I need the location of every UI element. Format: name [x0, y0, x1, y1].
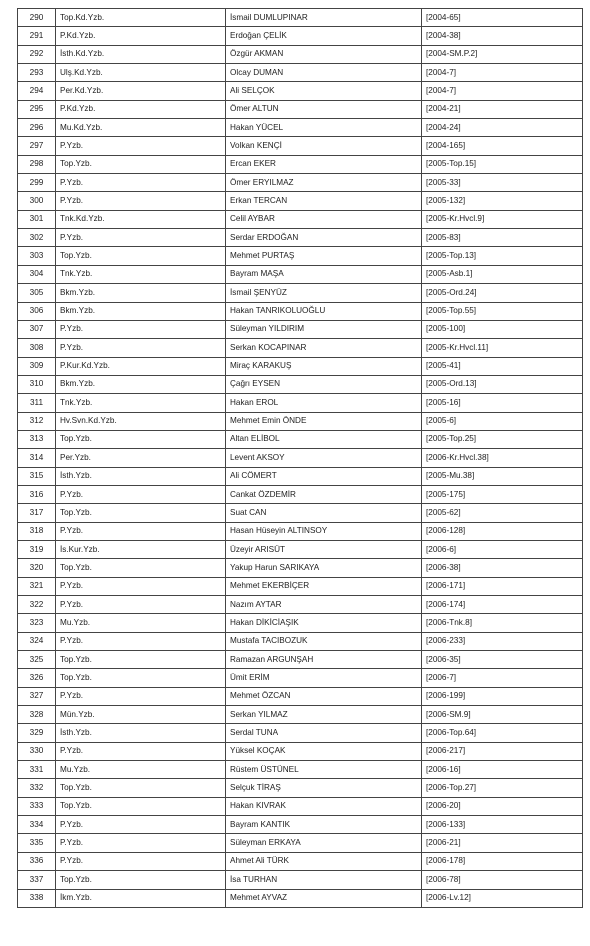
rank-cell: P.Yzb. — [56, 522, 226, 540]
name-cell: Ömer ERYILMAZ — [226, 174, 422, 192]
rank-cell: Top.Yzb. — [56, 155, 226, 173]
table-body — [18, 9, 583, 908]
name-cell: Mehmet PURTAŞ — [226, 247, 422, 265]
table-row — [18, 284, 583, 302]
name-cell: Olcay DUMAN — [226, 64, 422, 82]
rank-cell: Bkm.Yzb. — [56, 375, 226, 393]
table-row — [18, 871, 583, 889]
rank-cell: Top.Yzb. — [56, 669, 226, 687]
row-number: 322 — [18, 596, 56, 614]
name-cell: Mustafa TACIBOZUK — [226, 632, 422, 650]
row-number: 301 — [18, 210, 56, 228]
table-row — [18, 394, 583, 412]
table-row — [18, 155, 583, 173]
code-cell: [2005-33] — [422, 174, 583, 192]
row-number: 338 — [18, 889, 56, 907]
code-cell: [2004-38] — [422, 27, 583, 45]
rank-cell: Hv.Svn.Kd.Yzb. — [56, 412, 226, 430]
code-cell: [2004-SM.P.2] — [422, 45, 583, 63]
code-cell: [2004-7] — [422, 64, 583, 82]
code-cell: [2006-Tnk.8] — [422, 614, 583, 632]
rank-cell: Bkm.Yzb. — [56, 302, 226, 320]
rank-cell: İsth.Kd.Yzb. — [56, 45, 226, 63]
row-number: 309 — [18, 357, 56, 375]
rank-cell: Mu.Yzb. — [56, 761, 226, 779]
rank-cell: Top.Yzb. — [56, 779, 226, 797]
row-number: 334 — [18, 816, 56, 834]
code-cell: [2006-SM.9] — [422, 706, 583, 724]
rank-cell: Mu.Kd.Yzb. — [56, 119, 226, 137]
table-row — [18, 430, 583, 448]
row-number: 328 — [18, 706, 56, 724]
rank-cell: Ulş.Kd.Yzb. — [56, 64, 226, 82]
rank-cell: P.Yzb. — [56, 816, 226, 834]
code-cell: [2005-175] — [422, 485, 583, 503]
code-cell: [2006-178] — [422, 852, 583, 870]
row-number: 302 — [18, 229, 56, 247]
row-number: 296 — [18, 119, 56, 137]
row-number: 310 — [18, 375, 56, 393]
name-cell: Hasan Hüseyin ALTINSOY — [226, 522, 422, 540]
row-number: 333 — [18, 797, 56, 815]
table-row — [18, 27, 583, 45]
rank-cell: P.Yzb. — [56, 174, 226, 192]
row-number: 329 — [18, 724, 56, 742]
name-cell: Suat CAN — [226, 504, 422, 522]
row-number: 331 — [18, 761, 56, 779]
name-cell: Mehmet Emin ÖNDE — [226, 412, 422, 430]
code-cell: [2005-Top.25] — [422, 430, 583, 448]
rank-cell: Top.Kd.Yzb. — [56, 9, 226, 27]
table-row — [18, 320, 583, 338]
rank-cell: P.Yzb. — [56, 742, 226, 760]
row-number: 316 — [18, 485, 56, 503]
row-number: 326 — [18, 669, 56, 687]
row-number: 311 — [18, 394, 56, 412]
row-number: 324 — [18, 632, 56, 650]
name-cell: Erdoğan ÇELİK — [226, 27, 422, 45]
code-cell: [2006-233] — [422, 632, 583, 650]
table-row — [18, 540, 583, 558]
code-cell: [2005-Top.55] — [422, 302, 583, 320]
row-number: 319 — [18, 540, 56, 558]
table-row — [18, 577, 583, 595]
name-cell: Yüksel KOÇAK — [226, 742, 422, 760]
row-number: 314 — [18, 449, 56, 467]
code-cell: [2005-132] — [422, 192, 583, 210]
code-cell: [2005-Kr.Hvcl.9] — [422, 210, 583, 228]
row-number: 313 — [18, 430, 56, 448]
code-cell: [2005-Ord.24] — [422, 284, 583, 302]
table-row — [18, 247, 583, 265]
row-number: 306 — [18, 302, 56, 320]
row-number: 295 — [18, 100, 56, 118]
rank-cell: P.Yzb. — [56, 852, 226, 870]
code-cell: [2004-21] — [422, 100, 583, 118]
rank-cell: Top.Yzb. — [56, 559, 226, 577]
name-cell: Ali CÖMERT — [226, 467, 422, 485]
code-cell: [2005-16] — [422, 394, 583, 412]
rank-cell: P.Yzb. — [56, 192, 226, 210]
name-cell: Mehmet EKERBİÇER — [226, 577, 422, 595]
name-cell: Ali SELÇOK — [226, 82, 422, 100]
row-number: 299 — [18, 174, 56, 192]
name-cell: Selçuk TİRAŞ — [226, 779, 422, 797]
row-number: 317 — [18, 504, 56, 522]
name-cell: İsmail DUMLUPINAR — [226, 9, 422, 27]
table-row — [18, 339, 583, 357]
row-number: 308 — [18, 339, 56, 357]
code-cell: [2006-21] — [422, 834, 583, 852]
table-row — [18, 706, 583, 724]
row-number: 315 — [18, 467, 56, 485]
name-cell: Serdar ERDOĞAN — [226, 229, 422, 247]
table-row — [18, 9, 583, 27]
name-cell: Nazım AYTAR — [226, 596, 422, 614]
table-row — [18, 779, 583, 797]
name-cell: Serkan YILMAZ — [226, 706, 422, 724]
name-cell: Bayram MAŞA — [226, 265, 422, 283]
rank-cell: Bkm.Yzb. — [56, 284, 226, 302]
code-cell: [2006-35] — [422, 651, 583, 669]
code-cell: [2004-65] — [422, 9, 583, 27]
code-cell: [2006-133] — [422, 816, 583, 834]
name-cell: Cankat ÖZDEMİR — [226, 485, 422, 503]
name-cell: Levent AKSOY — [226, 449, 422, 467]
table-row — [18, 651, 583, 669]
rank-cell: P.Yzb. — [56, 577, 226, 595]
table-row — [18, 357, 583, 375]
row-number: 335 — [18, 834, 56, 852]
row-number: 291 — [18, 27, 56, 45]
code-cell: [2004-7] — [422, 82, 583, 100]
row-number: 300 — [18, 192, 56, 210]
rank-cell: P.Yzb. — [56, 687, 226, 705]
name-cell: Ümit ERİM — [226, 669, 422, 687]
name-cell: Özgür AKMAN — [226, 45, 422, 63]
rank-cell: Tnk.Yzb. — [56, 394, 226, 412]
name-cell: Altan ELİBOL — [226, 430, 422, 448]
code-cell: [2006-Lv.12] — [422, 889, 583, 907]
rank-cell: P.Yzb. — [56, 137, 226, 155]
row-number: 297 — [18, 137, 56, 155]
row-number: 318 — [18, 522, 56, 540]
row-number: 312 — [18, 412, 56, 430]
code-cell: [2006-Top.64] — [422, 724, 583, 742]
name-cell: Miraç KARAKUŞ — [226, 357, 422, 375]
rank-cell: Top.Yzb. — [56, 797, 226, 815]
name-cell: Mehmet AYVAZ — [226, 889, 422, 907]
table-row — [18, 82, 583, 100]
code-cell: [2005-Asb.1] — [422, 265, 583, 283]
code-cell: [2006-217] — [422, 742, 583, 760]
code-cell: [2006-7] — [422, 669, 583, 687]
name-cell: Mehmet ÖZCAN — [226, 687, 422, 705]
row-number: 325 — [18, 651, 56, 669]
name-cell: Erkan TERCAN — [226, 192, 422, 210]
rank-cell: İsth.Yzb. — [56, 724, 226, 742]
table-row — [18, 137, 583, 155]
rank-cell: P.Kd.Yzb. — [56, 27, 226, 45]
code-cell: [2005-6] — [422, 412, 583, 430]
code-cell: [2005-Mu.38] — [422, 467, 583, 485]
table-row — [18, 724, 583, 742]
name-cell: Ercan EKER — [226, 155, 422, 173]
name-cell: Ömer ALTUN — [226, 100, 422, 118]
row-number: 321 — [18, 577, 56, 595]
rank-cell: İsth.Yzb. — [56, 467, 226, 485]
table-row — [18, 412, 583, 430]
table-row — [18, 45, 583, 63]
code-cell: [2004-165] — [422, 137, 583, 155]
name-cell: Ramazan ARGUNŞAH — [226, 651, 422, 669]
rank-cell: Top.Yzb. — [56, 504, 226, 522]
row-number: 307 — [18, 320, 56, 338]
table-row — [18, 761, 583, 779]
table-row — [18, 210, 583, 228]
code-cell: [2006-Kr.Hvcl.38] — [422, 449, 583, 467]
table-row — [18, 504, 583, 522]
code-cell: [2005-Top.15] — [422, 155, 583, 173]
table-row — [18, 485, 583, 503]
table-row — [18, 449, 583, 467]
table-row — [18, 174, 583, 192]
table-row — [18, 522, 583, 540]
code-cell: [2006-38] — [422, 559, 583, 577]
code-cell: [2006-6] — [422, 540, 583, 558]
name-cell: Yakup Harun SARIKAYA — [226, 559, 422, 577]
name-cell: Bayram KANTIK — [226, 816, 422, 834]
rank-cell: P.Yzb. — [56, 596, 226, 614]
row-number: 337 — [18, 871, 56, 889]
code-cell: [2005-Ord.13] — [422, 375, 583, 393]
code-cell: [2005-41] — [422, 357, 583, 375]
row-number: 332 — [18, 779, 56, 797]
rank-cell: P.Yzb. — [56, 632, 226, 650]
rank-cell: Tnk.Yzb. — [56, 265, 226, 283]
rank-cell: P.Yzb. — [56, 834, 226, 852]
table-row — [18, 119, 583, 137]
name-cell: Süleyman YILDIRIM — [226, 320, 422, 338]
rank-cell: Top.Yzb. — [56, 871, 226, 889]
table-row — [18, 614, 583, 632]
table-row — [18, 669, 583, 687]
rank-cell: P.Kd.Yzb. — [56, 100, 226, 118]
table-row — [18, 596, 583, 614]
row-number: 293 — [18, 64, 56, 82]
rank-cell: P.Yzb. — [56, 229, 226, 247]
row-number: 298 — [18, 155, 56, 173]
rank-cell: Top.Yzb. — [56, 651, 226, 669]
code-cell: [2006-16] — [422, 761, 583, 779]
row-number: 290 — [18, 9, 56, 27]
table-row — [18, 742, 583, 760]
code-cell: [2006-174] — [422, 596, 583, 614]
name-cell: Celil AYBAR — [226, 210, 422, 228]
name-cell: Çağrı EYSEN — [226, 375, 422, 393]
name-cell: Hakan EROL — [226, 394, 422, 412]
code-cell: [2005-62] — [422, 504, 583, 522]
name-cell: Serkan KOCAPINAR — [226, 339, 422, 357]
name-cell: Serdal TUNA — [226, 724, 422, 742]
name-cell: Volkan KENÇİ — [226, 137, 422, 155]
name-cell: Üzeyir ARISÜT — [226, 540, 422, 558]
table-row — [18, 375, 583, 393]
table-row — [18, 687, 583, 705]
row-number: 305 — [18, 284, 56, 302]
code-cell: [2006-171] — [422, 577, 583, 595]
row-number: 304 — [18, 265, 56, 283]
table-row — [18, 834, 583, 852]
row-number: 336 — [18, 852, 56, 870]
table-row — [18, 302, 583, 320]
row-number: 292 — [18, 45, 56, 63]
name-cell: Rüstem ÜSTÜNEL — [226, 761, 422, 779]
name-cell: Hakan DİKİCİAŞIK — [226, 614, 422, 632]
table-row — [18, 265, 583, 283]
rank-cell: Top.Yzb. — [56, 247, 226, 265]
rank-cell: Mu.Yzb. — [56, 614, 226, 632]
name-cell: Hakan KIVRAK — [226, 797, 422, 815]
code-cell: [2005-83] — [422, 229, 583, 247]
rank-cell: Tnk.Kd.Yzb. — [56, 210, 226, 228]
row-number: 294 — [18, 82, 56, 100]
table-row — [18, 229, 583, 247]
name-cell: Hakan YÜCEL — [226, 119, 422, 137]
row-number: 320 — [18, 559, 56, 577]
rank-cell: P.Kur.Kd.Yzb. — [56, 357, 226, 375]
table-row — [18, 100, 583, 118]
table-row — [18, 632, 583, 650]
name-cell: İsa TURHAN — [226, 871, 422, 889]
table-row — [18, 797, 583, 815]
rank-cell: İkm.Yzb. — [56, 889, 226, 907]
code-cell: [2006-Top.27] — [422, 779, 583, 797]
rank-cell: İs.Kur.Yzb. — [56, 540, 226, 558]
code-cell: [2005-100] — [422, 320, 583, 338]
code-cell: [2005-Top.13] — [422, 247, 583, 265]
table-row — [18, 816, 583, 834]
code-cell: [2006-128] — [422, 522, 583, 540]
name-cell: Ahmet Ali TÜRK — [226, 852, 422, 870]
table-row — [18, 467, 583, 485]
rank-cell: P.Yzb. — [56, 320, 226, 338]
rank-cell: Mün.Yzb. — [56, 706, 226, 724]
table-row — [18, 852, 583, 870]
name-cell: Süleyman ERKAYA — [226, 834, 422, 852]
row-number: 327 — [18, 687, 56, 705]
name-cell: İsmail ŞENYÜZ — [226, 284, 422, 302]
row-number: 303 — [18, 247, 56, 265]
rank-cell: Per.Kd.Yzb. — [56, 82, 226, 100]
rank-cell: P.Yzb. — [56, 485, 226, 503]
code-cell: [2006-78] — [422, 871, 583, 889]
row-number: 330 — [18, 742, 56, 760]
table-row — [18, 192, 583, 210]
rank-cell: Top.Yzb. — [56, 430, 226, 448]
rank-cell: Per.Yzb. — [56, 449, 226, 467]
row-number: 323 — [18, 614, 56, 632]
code-cell: [2006-199] — [422, 687, 583, 705]
rank-cell: P.Yzb. — [56, 339, 226, 357]
code-cell: [2006-20] — [422, 797, 583, 815]
code-cell: [2004-24] — [422, 119, 583, 137]
code-cell: [2005-Kr.Hvcl.11] — [422, 339, 583, 357]
table-row — [18, 889, 583, 907]
table-row — [18, 64, 583, 82]
table-row — [18, 559, 583, 577]
name-cell: Hakan TANRIKOLUOĞLU — [226, 302, 422, 320]
personnel-table — [17, 8, 583, 908]
